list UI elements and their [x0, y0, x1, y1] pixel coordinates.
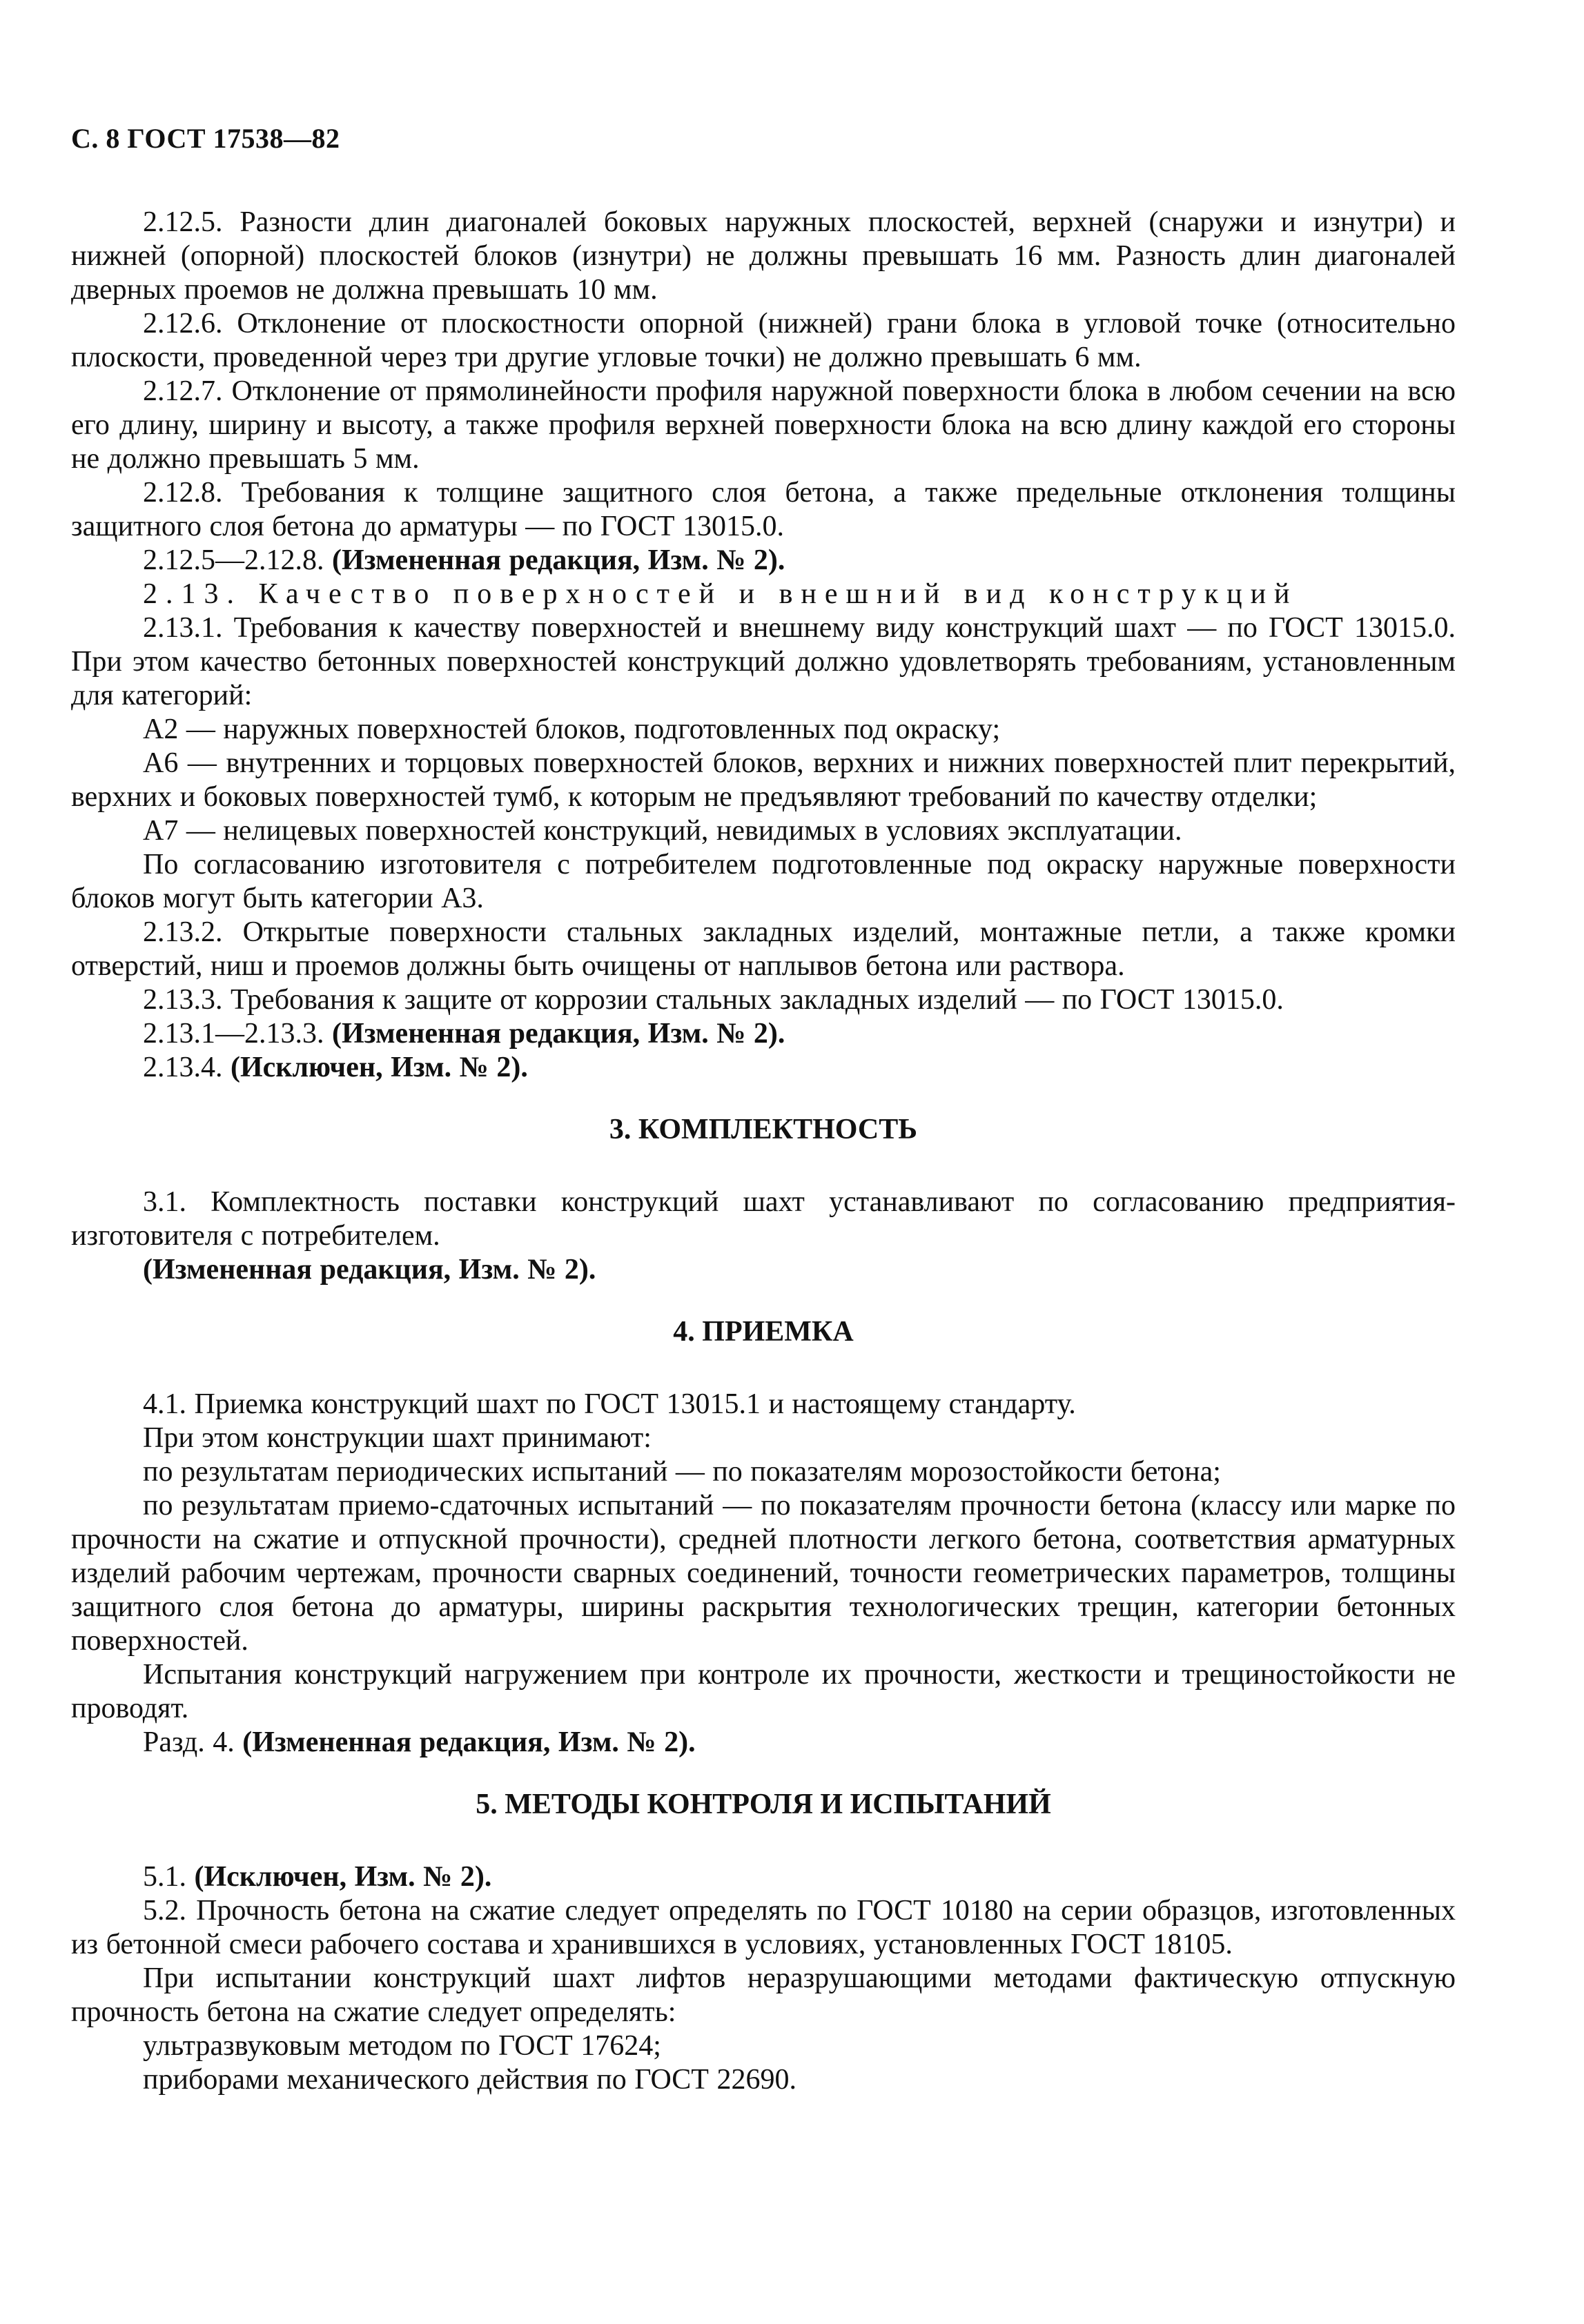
amendment-note: (Исключен, Изм. № 2). [231, 1052, 528, 1083]
paragraph-agreement: По согласованию изготовителя с потребителем подготовленные под окраску наружные поверхности блоков могут быть категории А3. [71, 849, 1456, 914]
paragraph-3-1-amendment: (Измененная редакция, Изм. № 2). [143, 1254, 596, 1286]
paragraph-2-12-7: 2.12.7. Отклонение от прямолинейности профиля наружной поверхности блока в любом сечении на всю его длину, ширину и высоту, а также профиля верхней поверхности блока на всю длину каждой его стороны не должно превышать 5 мм. [71, 375, 1456, 475]
paragraph-2-13-heading: 2.13. Качество поверхностей и внешний вид конструкций [143, 578, 1298, 610]
paragraph-2-12-5-8-amendment [71, 544, 1456, 578]
paragraph-5-nd: При испытании конструкций шахт лифтов неразрушающими методами фактическую отпускную прочность бетона на сжатие следует определять: [71, 1962, 1456, 2028]
paragraph-2-12-6: 2.12.6. Отклонение от плоскостности опорной (нижней) грани блока в угловой точке (относительно плоскости, проведенной через три другие угловые точки) не должно превышать 6 мм. [71, 308, 1456, 373]
amendment-number: Разд. 4. [143, 1726, 235, 1758]
paragraph-4-load: Испытания конструкций нагружением при контроле их прочности, жесткости и трещиностойкости не проводят. [71, 1659, 1456, 1724]
amendment-number: 5.1. [143, 1861, 186, 1893]
paragraph-2-13-1-3-amendment [71, 1017, 1456, 1051]
paragraph-category-a2: А2 — наружных поверхностей блоков, подготовленных под окраску; [143, 713, 1001, 745]
amendment-note: (Измененная редакция, Изм. № 2). [332, 1018, 785, 1050]
paragraph-category-a6: А6 — внутренних и торцовых поверхностей блоков, верхних и нижних поверхностей плит перекрытий, верхних и боковых поверхностей тумб, к которым не предъявляют требований по качеству отделки; [71, 747, 1456, 813]
paragraph-2-13-4 [71, 1051, 1456, 1085]
paragraph-5-2: 5.2. Прочность бетона на сжатие следует определять по ГОСТ 10180 на серии образцов, изготовленных из бетонной смеси рабочего состава и хранившихся в условиях, установленных ГОСТ 18105. [71, 1895, 1456, 1960]
amendment-number: 2.13.4. [143, 1052, 223, 1083]
section-heading-5: 5. МЕТОДЫ КОНТРОЛЯ И ИСПЫТАНИЙ [476, 1789, 1051, 1820]
paragraph-4-acceptance: по результатам приемо-сдаточных испытаний — по показателям прочности бетона (классу или марке по прочности на сжатие и отпускной прочности), средней плотности легкого бетона, соответствия арматурных изделий рабочим чертежам, прочности сварных соединений, точности геометрических параметров, толщины защитного слоя бетона до арматуры, ширины раскрытия технологических трещин, категории бетонных поверхностей. [71, 1490, 1456, 1657]
paragraph-3-1: 3.1. Комплектность поставки конструкций шахт устанавливают по согласованию предприятия-изготовителя с потребителем. [71, 1186, 1456, 1252]
paragraph-2-12-5: 2.12.5. Разности длин диагоналей боковых наружных плоскостей, верхней (снаружи и изнутри) и нижней (опорной) плоскостей блоков (изнутри) не должны превышать 16 мм. Разность длин диагоналей дверных проемов не должна превышать 10 мм. [71, 206, 1456, 306]
paragraph-2-13-2: 2.13.2. Открытые поверхности стальных закладных изделий, монтажные петли, а также кромки отверстий, ниш и проемов должны быть очищены от наплывов бетона или раствора. [71, 916, 1456, 982]
paragraph-5-1 [71, 1860, 1456, 1894]
amendment-number: 2.13.1—2.13.3. [143, 1018, 324, 1050]
amendment-note: (Измененная редакция, Изм. № 2). [242, 1726, 696, 1758]
paragraph-4-periodic: по результатам периодических испытаний — по показателям морозостойкости бетона; [143, 1456, 1221, 1488]
paragraph-2-12-8: 2.12.8. Требования к толщине защитного слоя бетона, а также предельные отклонения толщины защитного слоя бетона до арматуры — по ГОСТ 13015.0. [71, 477, 1456, 542]
paragraph-5-ultrasonic: ультразвуковым методом по ГОСТ 17624; [143, 2030, 661, 2062]
amendment-number: 2.12.5—2.12.8. [143, 544, 324, 576]
amendment-note: (Исключен, Изм. № 2). [194, 1861, 492, 1893]
paragraph-2-13-1: 2.13.1. Требования к качеству поверхностей и внешнему виду конструкций шахт — по ГОСТ 13015.0. При этом качество бетонных поверхностей конструкций должно удовлетворять требованиям, установленным для категорий: [71, 612, 1456, 711]
paragraph-4-amendment [71, 1726, 1456, 1760]
paragraph-4-1: 4.1. Приемка конструкций шахт по ГОСТ 13015.1 и настоящему стандарту. [143, 1388, 1076, 1420]
page-header: С. 8 ГОСТ 17538—82 [71, 123, 340, 154]
section-heading-4: 4. ПРИЕМКА [673, 1316, 854, 1348]
paragraph-category-a7: А7 — нелицевых поверхностей конструкций, невидимых в условиях эксплуатации. [143, 815, 1182, 847]
paragraph-4-accept: При этом конструкции шахт принимают: [143, 1422, 652, 1454]
paragraph-5-mechanical: приборами механического действия по ГОСТ 22690. [143, 2064, 796, 2096]
paragraph-2-13-3: 2.13.3. Требования к защите от коррозии стальных закладных изделий — по ГОСТ 13015.0. [143, 984, 1284, 1016]
amendment-note: (Измененная редакция, Изм. № 2). [332, 544, 785, 576]
section-heading-3: 3. КОМПЛЕКТНОСТЬ [609, 1114, 918, 1145]
